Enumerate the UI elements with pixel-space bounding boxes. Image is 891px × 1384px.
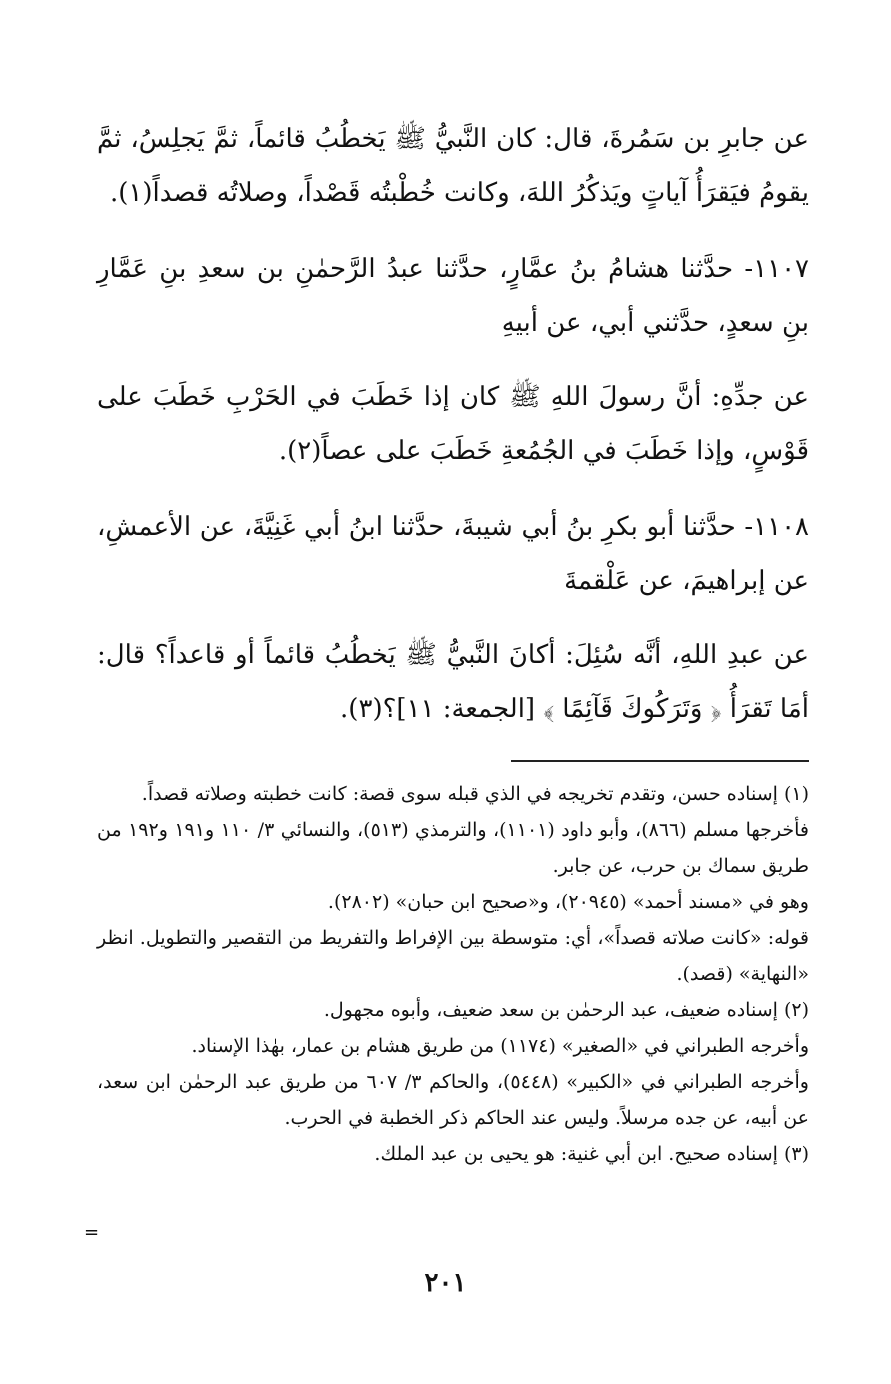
page-number: ٢٠١ bbox=[424, 1268, 467, 1298]
footnote-1-musnad: وهو في «مسند أحمد» (٢٠٩٤٥)، و«صحيح ابن حبان» (٢٨٠٢). bbox=[327, 891, 809, 913]
isnad-1107: ١١٠٧- حدَّثنا هشامُ بنُ عمَّارٍ، حدَّثنا عبدُ الرَّحمٰنِ بن سعدِ بنِ عَمَّارِ بنِ سعدٍ، حدَّثني أبي، عن أبيهِ bbox=[97, 254, 809, 338]
hadith-text-1108: عن عبدِ اللهِ، أنَّه سُئِلَ: أكانَ النَّبيُّ ﷺ يَخطُبُ قائماً أو قاعداً؟ قال: أمَا تَقرَأُ ﴿ وَتَرَكُوكَ قَآئِمًا ﴾ [الجمعة: ١١]؟(٣). bbox=[97, 640, 809, 724]
footnote-1-explanation: قوله: «كانت صلاته قصداً»، أي: متوسطة بين الإفراط والتفريط من التقصير والتطويل. انظر «النهاية» (قصد). bbox=[97, 927, 809, 985]
footnote-2-kabir: وأخرجه الطبراني في «الكبير» (٥٤٤٨)، والحاكم ٣/ ٦٠٧ من طريق عبد الرحمٰن ابن سعد، عن أبيه، عن جده مرسلاً. وليس عند الحاكم ذكر الخطبة في الحرب. bbox=[97, 1071, 809, 1129]
footnote-2-intro: (٢) إسناده ضعيف، عبد الرحمٰن بن سعد ضعيف، وأبوه مجهول. bbox=[323, 999, 809, 1021]
footnote-divider bbox=[511, 760, 809, 762]
main-text bbox=[97, 112, 809, 736]
footnote-1-intro: (١) إسناده حسن، وتقدم تخريجه في الذي قبله سوى قصة: كانت خطبته وصلاته قصداً. bbox=[141, 783, 809, 805]
hadith-text-1: عن جابرِ بن سَمُرةَ، قال: كان النَّبيُّ ﷺ يَخطُبُ قائماً، ثمَّ يَجلِسُ، ثمَّ يقومُ فيَقرَأُ آياتٍ ويَذكُرُ اللهَ، وكانت خُطْبتُه قَصْداً، وصلاتُه قصداً(١). bbox=[97, 124, 809, 208]
continuation-mark: = bbox=[84, 1222, 100, 1243]
hadith-text-1107: عن جدِّهِ: أنَّ رسولَ اللهِ ﷺ كان إذا خَطَبَ في الحَرْبِ خَطَبَ على قَوْسٍ، وإذا خَطَبَ في الجُمُعةِ خَطَبَ على عصاً(٢). bbox=[97, 382, 809, 466]
footnote-1-sources: فأخرجها مسلم (٨٦٦)، وأبو داود (١١٠١)، والترمذي (٥١٣)، والنسائي ٣/ ١١٠ و١٩١ و١٩٢ من طريق سماك بن حرب، عن جابر. bbox=[97, 819, 809, 877]
footnotes bbox=[97, 776, 809, 1172]
footnote-2-saghir: وأخرجه الطبراني في «الصغير» (١١٧٤) من طريق هشام بن عمار، بهٰذا الإسناد. bbox=[191, 1035, 809, 1057]
footnote-3: (٣) إسناده صحيح. ابن أبي غنية: هو يحيى بن عبد الملك. bbox=[374, 1143, 809, 1165]
isnad-1108: ١١٠٨- حدَّثنا أبو بكرِ بنُ أبي شيبةَ، حدَّثنا ابنُ أبي غَنِيَّةَ، عن الأعمشِ، عن إبراهيمَ، عن عَلْقمةَ bbox=[97, 512, 809, 596]
